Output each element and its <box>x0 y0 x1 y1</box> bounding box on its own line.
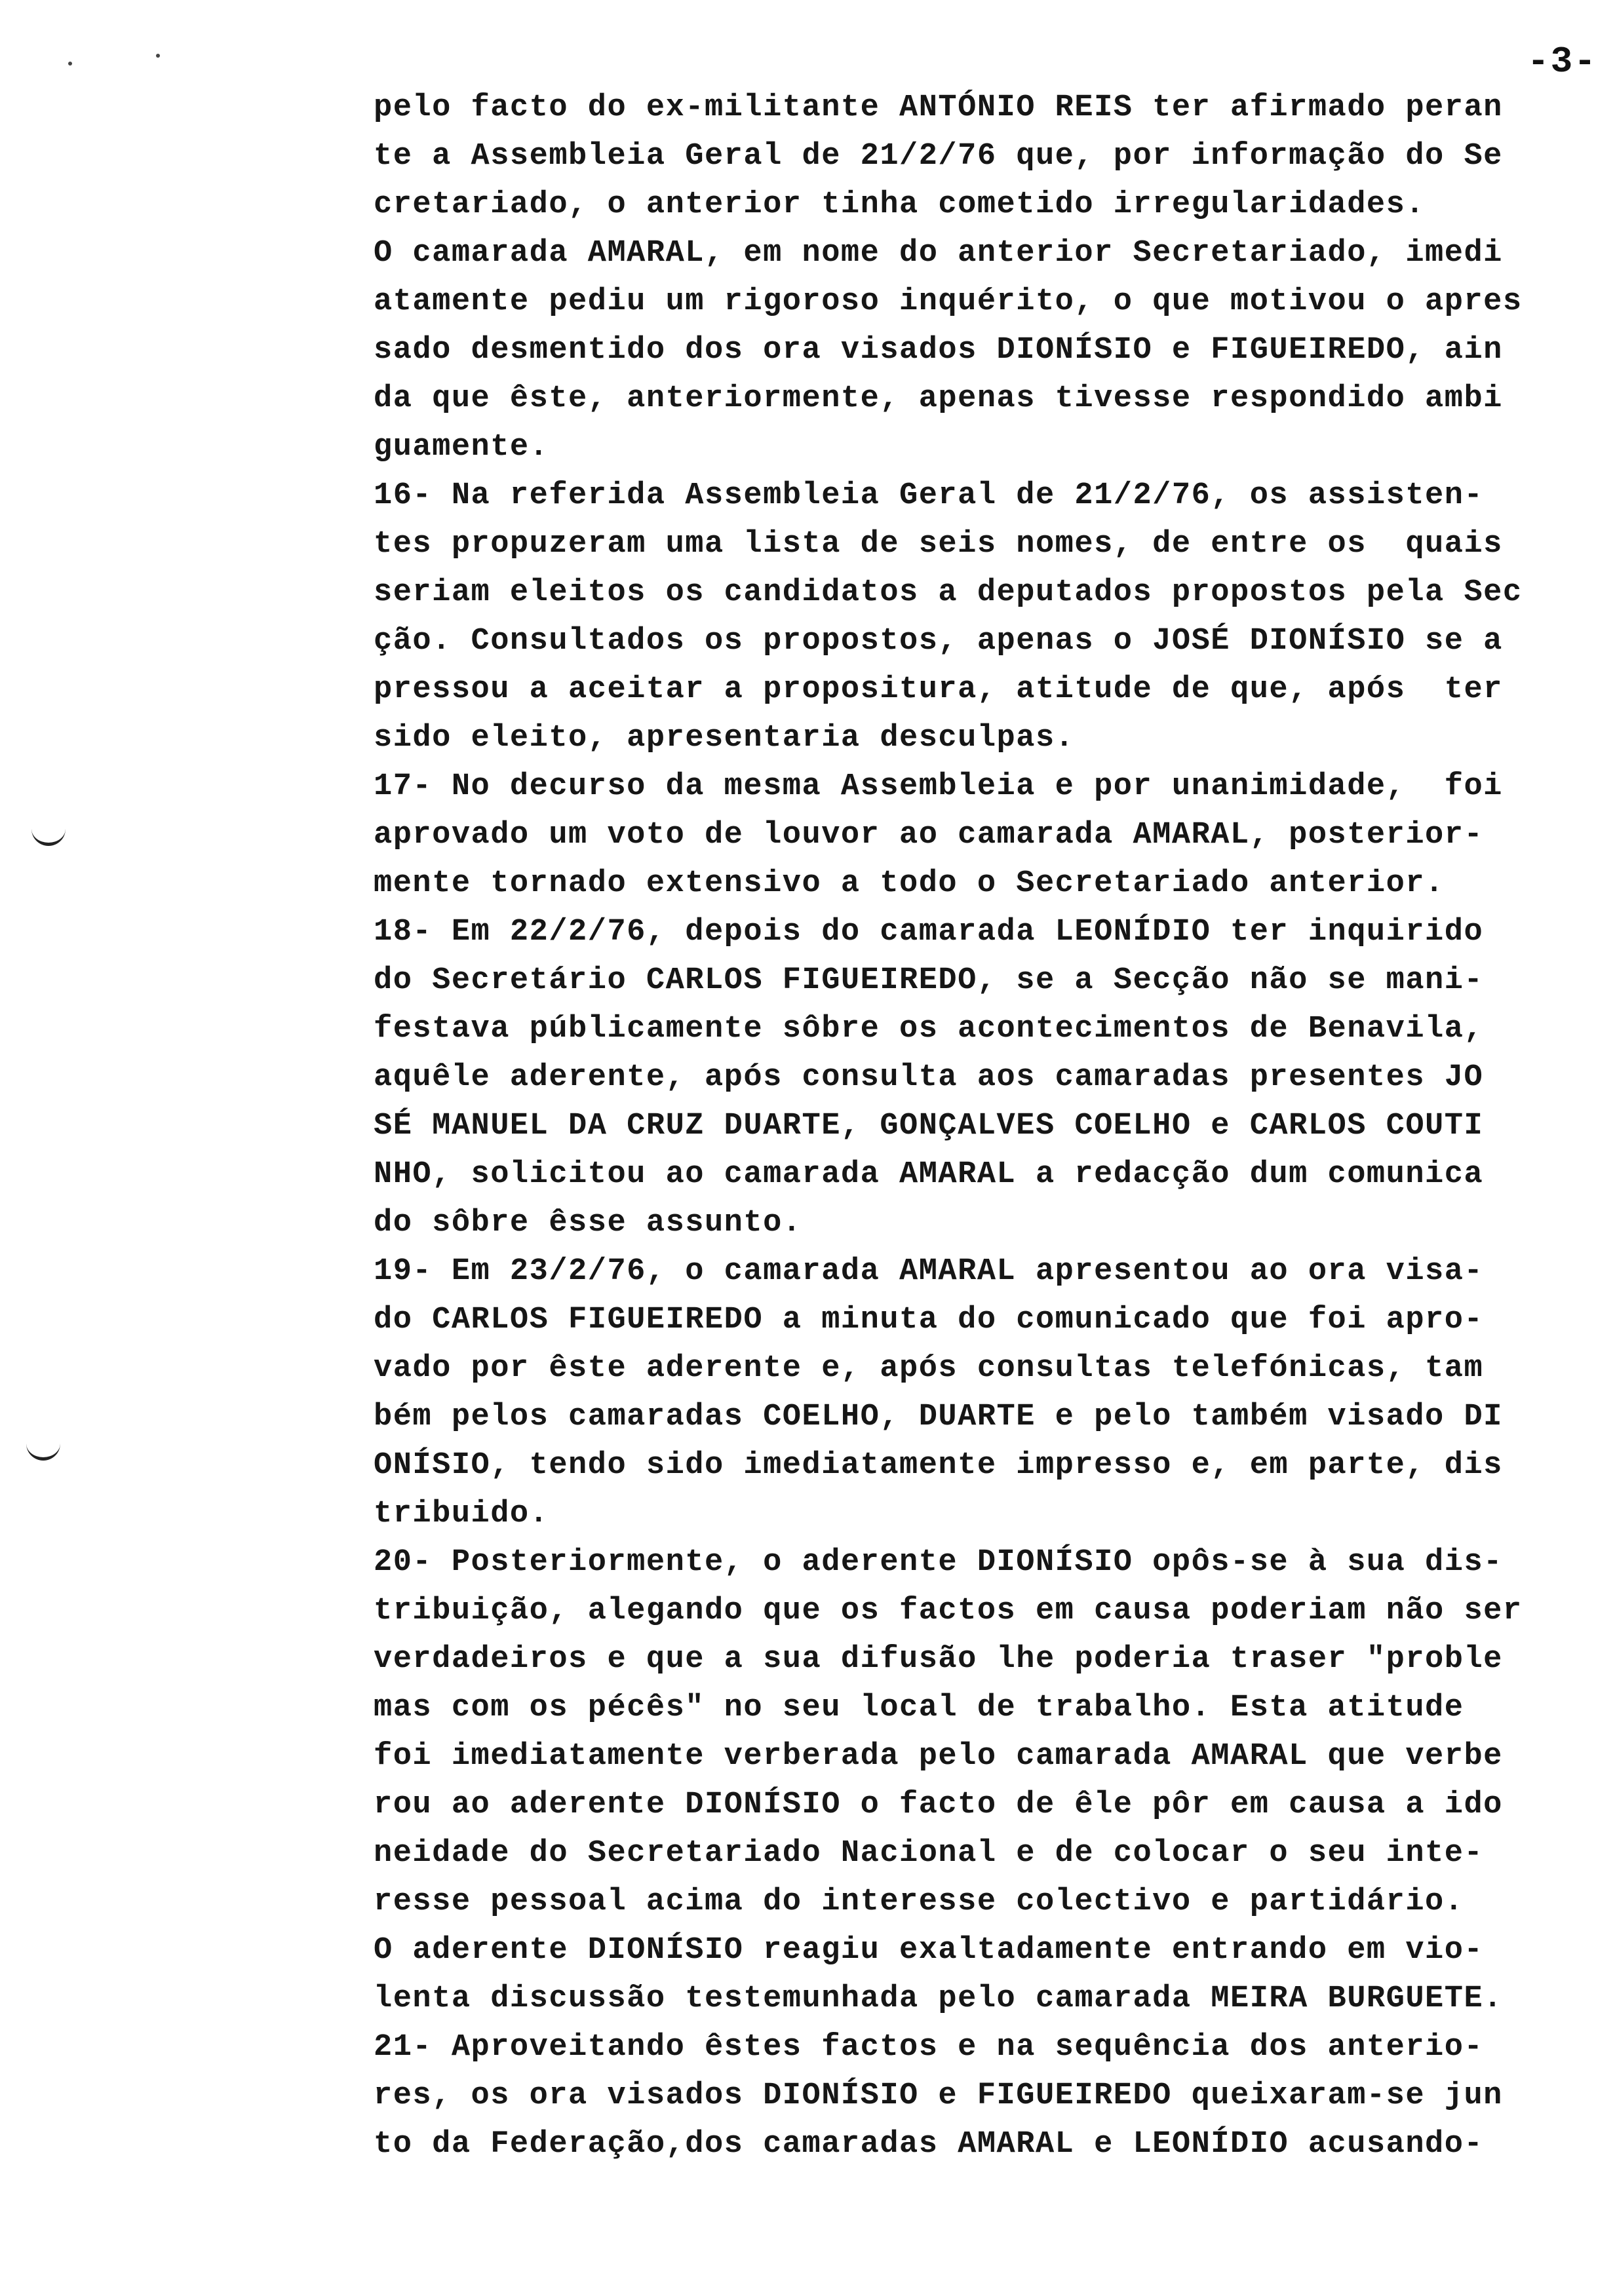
text-line: mas com os pécês" no seu local de trabalho. Esta atitude <box>374 1691 1464 1725</box>
text-line: sido eleito, apresentaria desculpas. <box>374 721 1075 756</box>
body-text <box>374 84 1527 2169</box>
text-line: neidade do Secretariado Nacional e de colocar o seu inte- <box>374 1836 1484 1871</box>
text-line: atamente pediu um rigoroso inquérito, o que motivou o apres <box>374 284 1523 319</box>
text-line: sado desmentido dos ora visados DIONÍSIO e FIGUEIREDO, ain <box>374 333 1503 368</box>
text-line: verdadeiros e que a sua difusão lhe poderia traser "proble <box>374 1642 1503 1677</box>
text-line: 16- Na referida Assembleia Geral de 21/2/76, os assisten- <box>374 478 1484 513</box>
text-line: resse pessoal acima do interesse colectivo e partidário. <box>374 1885 1464 1919</box>
text-line: guamente. <box>374 430 549 465</box>
binder-hole-mark <box>26 1438 60 1461</box>
text-line: 17- No decurso da mesma Assembleia e por unanimidade, foi <box>374 769 1503 804</box>
text-line: aprovado um voto de louvor ao camarada AMARAL, posterior- <box>374 818 1484 852</box>
text-line: NHO, solicitou ao camarada AMARAL a redacção dum comunica <box>374 1157 1484 1192</box>
text-line: 20- Posteriormente, o aderente DIONÍSIO opôs-se à sua dis- <box>374 1545 1503 1580</box>
text-line: lenta discussão testemunhada pelo camarada MEIRA BURGUETE. <box>374 1981 1503 2016</box>
text-line: vado por êste aderente e, após consultas telefónicas, tam <box>374 1351 1484 1386</box>
text-line: rou ao aderente DIONÍSIO o facto de êle pôr em causa a ido <box>374 1788 1503 1822</box>
scan-speck <box>156 54 160 58</box>
text-line: pressou a aceitar a propositura, atitude de que, após ter <box>374 672 1503 707</box>
text-line: tes propuzeram uma lista de seis nomes, de entre os quais <box>374 527 1503 562</box>
text-line: te a Assembleia Geral de 21/2/76 que, por informação do Se <box>374 139 1503 174</box>
text-line: O aderente DIONÍSIO reagiu exaltadamente entrando em vio- <box>374 1933 1484 1968</box>
page-number: -3- <box>1527 41 1597 83</box>
text-line: do Secretário CARLOS FIGUEIREDO, se a Secção não se mani- <box>374 963 1484 998</box>
text-line: SÉ MANUEL DA CRUZ DUARTE, GONÇALVES COELHO e CARLOS COUTI <box>374 1109 1484 1143</box>
text-line: 19- Em 23/2/76, o camarada AMARAL apresentou ao ora visa- <box>374 1254 1484 1289</box>
text-line: foi imediatamente verberada pelo camarada AMARAL que verbe <box>374 1739 1503 1774</box>
text-line: mente tornado extensivo a todo o Secretariado anterior. <box>374 866 1445 901</box>
text-line: seriam eleitos os candidatos a deputados propostos pela Sec <box>374 575 1523 610</box>
text-line: festava públicamente sôbre os acontecimentos de Benavila, <box>374 1012 1484 1046</box>
text-line: do CARLOS FIGUEIREDO a minuta do comunicado que foi apro- <box>374 1303 1484 1337</box>
text-line: 18- Em 22/2/76, depois do camarada LEONÍDIO ter inquirido <box>374 915 1484 949</box>
binder-hole-mark <box>31 823 66 846</box>
text-line: ção. Consultados os propostos, apenas o JOSÉ DIONÍSIO se a <box>374 624 1503 659</box>
text-line: to da Federação,dos camaradas AMARAL e LEONÍDIO acusando- <box>374 2127 1484 2162</box>
text-line: aquêle aderente, após consulta aos camaradas presentes JO <box>374 1060 1484 1095</box>
text-line: tribuição, alegando que os factos em causa poderiam não ser <box>374 1594 1523 1628</box>
scan-speck <box>68 62 72 66</box>
text-line: bém pelos camaradas COELHO, DUARTE e pelo também visado DI <box>374 1400 1503 1434</box>
text-line: 21- Aproveitando êstes factos e na sequência dos anterio- <box>374 2030 1484 2065</box>
text-line: tribuido. <box>374 1497 549 1531</box>
text-line: do sôbre êsse assunto. <box>374 1206 802 1240</box>
text-line: pelo facto do ex-militante ANTÓNIO REIS ter afirmado peran <box>374 90 1503 125</box>
text-line: da que êste, anteriormente, apenas tivesse respondido ambi <box>374 381 1503 416</box>
text-line: O camarada AMARAL, em nome do anterior Secretariado, imedi <box>374 236 1503 271</box>
text-line: ONÍSIO, tendo sido imediatamente impresso e, em parte, dis <box>374 1448 1503 1483</box>
text-line: res, os ora visados DIONÍSIO e FIGUEIREDO queixaram-se jun <box>374 2078 1503 2113</box>
text-line: cretariado, o anterior tinha cometido irregularidades. <box>374 187 1426 222</box>
